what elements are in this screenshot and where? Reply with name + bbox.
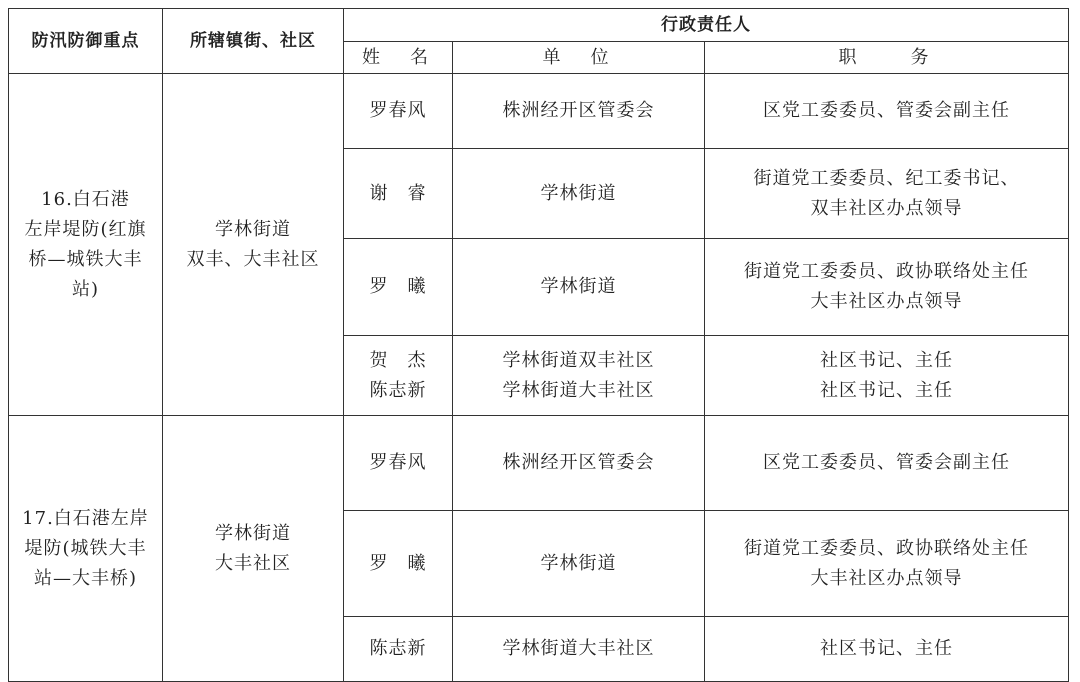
unit-cell [453, 416, 705, 511]
unit-cell-line: 株洲经开区管委会 [502, 100, 655, 121]
name-cell [344, 239, 453, 336]
title-cell [705, 617, 1069, 682]
title-cell [705, 511, 1069, 617]
flood-focus-cell-line: 桥—城铁大丰 [28, 248, 143, 270]
unit-cell [453, 149, 705, 239]
unit-cell-line: 学林街道大丰社区 [502, 638, 655, 659]
title-cell [705, 239, 1069, 336]
unit-cell [453, 511, 705, 617]
name-cell-line: 贺 杰 [369, 349, 427, 371]
header-unit: 单 位 [453, 42, 705, 74]
title-cell-line: 区党工委委员、管委会副主任 [763, 100, 1010, 121]
name-cell [344, 74, 453, 149]
unit-cell [453, 336, 705, 416]
title-cell-line: 双丰社区办点领导 [810, 197, 963, 219]
unit-cell [453, 74, 705, 149]
table-row [9, 74, 1069, 149]
flood-focus-cell [9, 416, 163, 682]
title-cell [705, 149, 1069, 239]
flood-focus-cell-line: 左岸堤防(红旗 [24, 218, 147, 240]
area-cell [163, 74, 344, 416]
title-cell-line: 区党工委委员、管委会副主任 [763, 452, 1010, 473]
unit-cell-line: 学林街道双丰社区 [502, 349, 655, 371]
header-area: 所辖镇街、社区 [163, 9, 344, 74]
title-cell [705, 336, 1069, 416]
flood-focus-cell-line: 站—大丰桥) [33, 567, 138, 589]
area-cell-line: 学林街道 [215, 522, 291, 544]
area-cell-line: 大丰社区 [215, 552, 291, 574]
unit-cell-line: 学林街道大丰社区 [502, 379, 655, 401]
table-row [9, 416, 1069, 511]
flood-focus-cell-line: 17.白石港左岸 [22, 507, 149, 529]
unit-cell-line: 学林街道 [540, 552, 617, 574]
area-cell [163, 416, 344, 682]
name-cell-line: 陈志新 [369, 379, 427, 401]
header-title: 职 务 [705, 42, 1069, 74]
unit-cell [453, 239, 705, 336]
name-cell-line: 罗 曦 [369, 276, 427, 297]
name-cell [344, 149, 453, 239]
flood-focus-cell-line: 站) [71, 278, 100, 300]
title-cell-line: 大丰社区办点领导 [810, 567, 963, 589]
name-cell-line: 罗春风 [369, 452, 427, 473]
title-cell [705, 74, 1069, 149]
title-cell-line: 社区书记、主任 [820, 349, 953, 371]
unit-cell [453, 617, 705, 682]
title-cell-line: 街道党工委委员、纪工委书记、 [753, 167, 1020, 189]
title-cell-line: 街道党工委委员、政协联络处主任 [744, 537, 1029, 559]
flood-focus-cell-line: 16.白石港 [41, 188, 130, 210]
header-responsible: 行政责任人 [344, 9, 1069, 42]
title-cell [705, 416, 1069, 511]
name-cell-line: 谢 睿 [369, 182, 427, 204]
area-cell-line: 双丰、大丰社区 [186, 248, 320, 270]
name-cell [344, 336, 453, 416]
header-focus: 防汛防御重点 [9, 9, 163, 74]
header-name: 姓 名 [344, 42, 453, 74]
flood-focus-cell [9, 74, 163, 416]
title-cell-line: 社区书记、主任 [820, 638, 953, 659]
flood-focus-cell-line: 堤防(城铁大丰 [24, 537, 147, 559]
unit-cell-line: 学林街道 [540, 276, 617, 297]
title-cell-line: 社区书记、主任 [820, 379, 953, 401]
unit-cell-line: 学林街道 [540, 182, 617, 204]
name-cell [344, 416, 453, 511]
responsibility-table [8, 8, 1069, 682]
name-cell [344, 511, 453, 617]
area-cell-line: 学林街道 [215, 218, 291, 240]
title-cell-line: 大丰社区办点领导 [810, 291, 963, 312]
name-cell-line: 陈志新 [369, 638, 427, 659]
name-cell-line: 罗 曦 [369, 552, 427, 574]
unit-cell-line: 株洲经开区管委会 [502, 452, 655, 473]
name-cell-line: 罗春风 [369, 100, 427, 121]
name-cell [344, 617, 453, 682]
table-body [9, 74, 1069, 682]
title-cell-line: 街道党工委委员、政协联络处主任 [744, 261, 1029, 282]
